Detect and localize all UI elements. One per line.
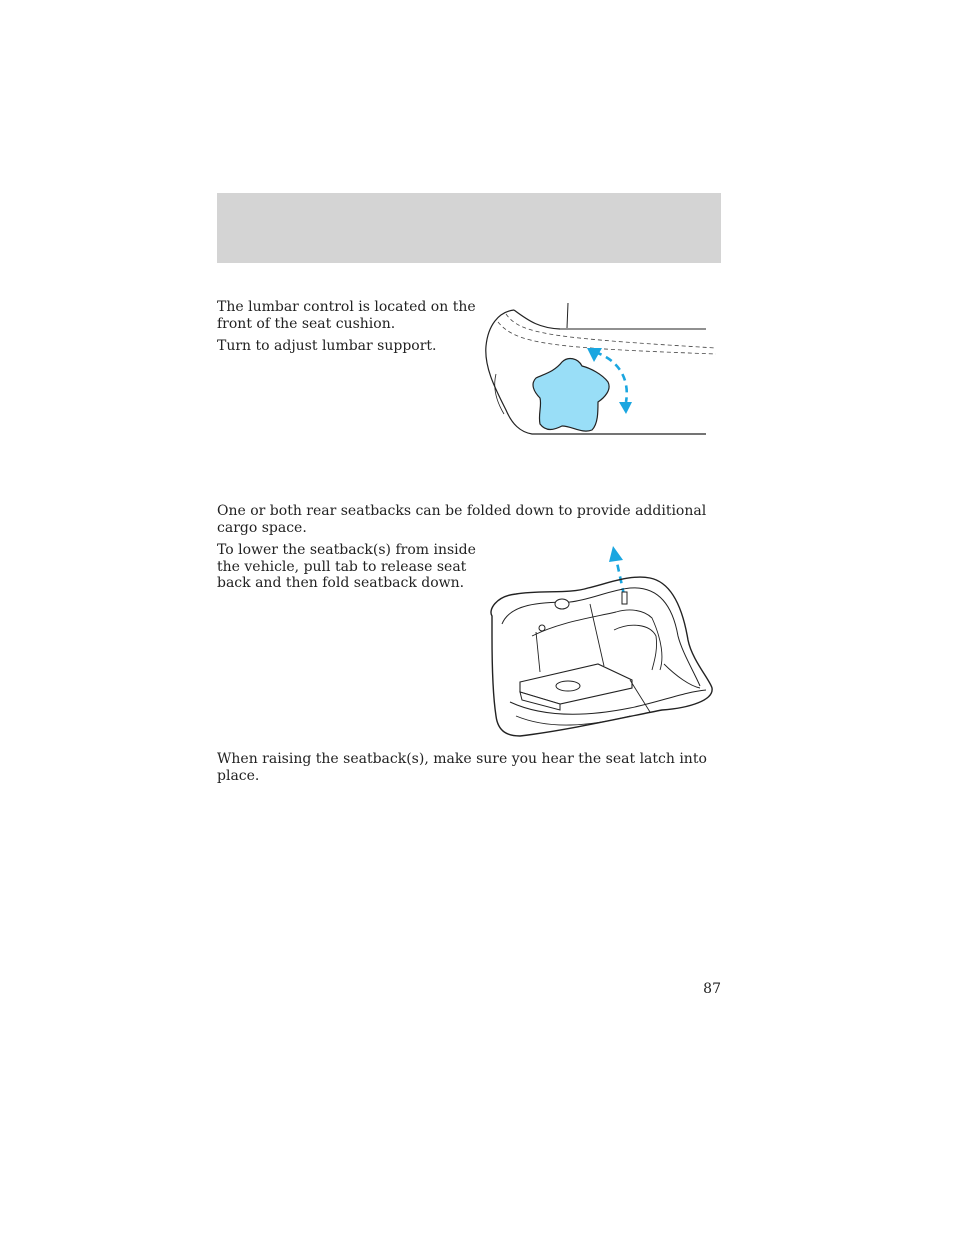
- page-number: 87: [703, 981, 721, 997]
- rear-seat-fold-illustration: [480, 540, 720, 745]
- lumbar-knob: [533, 359, 609, 432]
- lumbar-knob-illustration: [480, 298, 720, 440]
- section-header-band: [217, 193, 721, 263]
- rear-seatback-lower-text: To lower the seatback(s) from inside the vehicle, pull tab to release seat back and then fold seatback down.: [217, 542, 476, 591]
- lumbar-adjust-text: Turn to adjust lumbar support.: [217, 338, 437, 354]
- rear-seatback-fold-text: One or both rear seatbacks can be folded down to provide additional cargo space.: [217, 503, 707, 536]
- lumbar-location-text: The lumbar control is located on the front of the seat cushion.: [217, 299, 476, 332]
- rear-seatback-raise-text: When raising the seatback(s), make sure you hear the seat latch into place.: [217, 751, 707, 784]
